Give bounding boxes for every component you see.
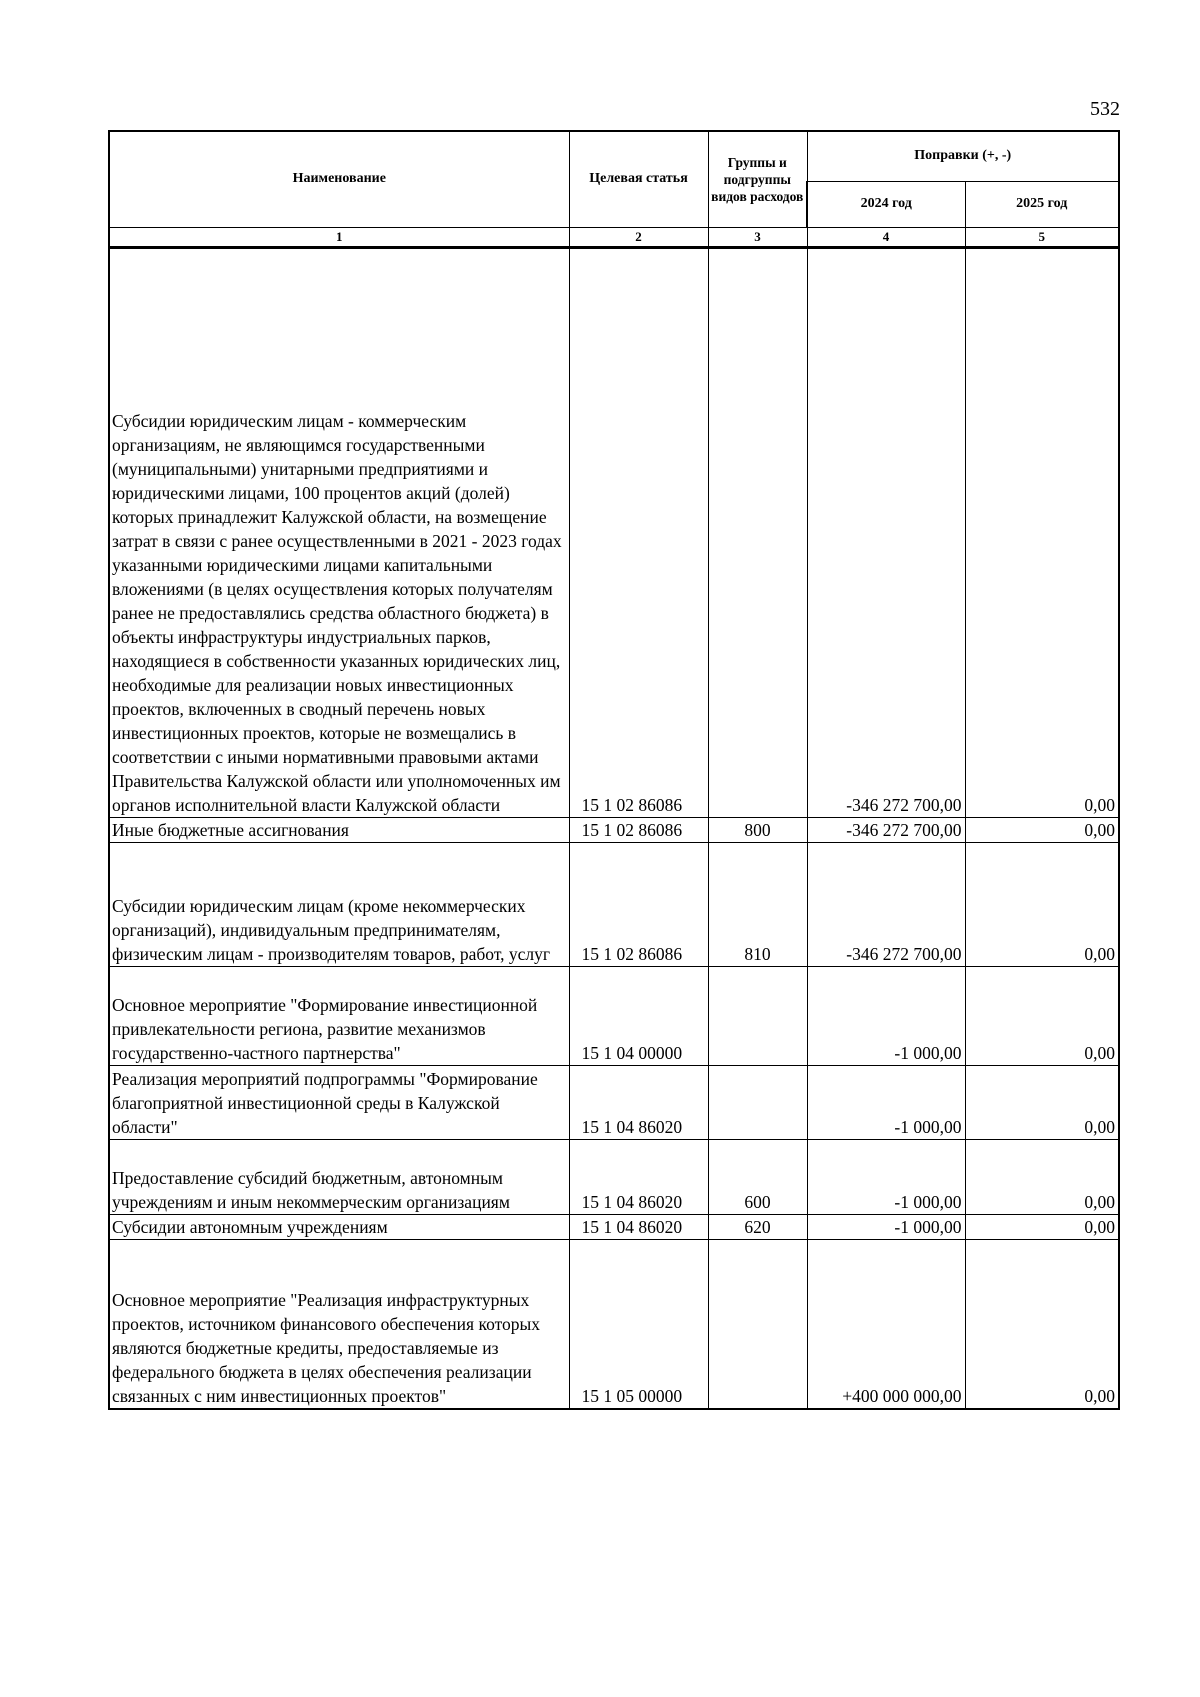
row-code: 15 1 04 86020 — [569, 1214, 708, 1239]
header-expense-groups: Группы и подгруппы видов расходов — [708, 131, 807, 227]
row-amount-2025: 0,00 — [965, 966, 1119, 1065]
budget-table — [108, 130, 1120, 1410]
row-amount-2025: 0,00 — [965, 842, 1119, 966]
row-amount-2024: -1 000,00 — [807, 1065, 965, 1139]
row-amount-2025: 0,00 — [965, 1214, 1119, 1239]
row-amount-2025: 0,00 — [965, 817, 1119, 842]
row-name: Иные бюджетные ассигнования — [109, 817, 569, 842]
header-target-article: Целевая статья — [569, 131, 708, 227]
col-number-2: 2 — [569, 227, 708, 247]
row-amount-2024: -346 272 700,00 — [807, 247, 965, 817]
row-name: Основное мероприятие "Формирование инвестиционной привлекательности региона, развитие механизмов государственно-частного партнерства" — [109, 966, 569, 1065]
row-name: Реализация мероприятий подпрограммы "Формирование благоприятной инвестиционной среды в Калужской области" — [109, 1065, 569, 1139]
row-name: Предоставление субсидий бюджетным, автономным учреждениям и иным некоммерческим организациям — [109, 1139, 569, 1214]
row-amount-2025: 0,00 — [965, 1239, 1119, 1409]
row-amount-2024: -346 272 700,00 — [807, 842, 965, 966]
row-amount-2025: 0,00 — [965, 1139, 1119, 1214]
table-row — [109, 1139, 1119, 1214]
row-group — [708, 247, 807, 817]
page-number: 532 — [1090, 98, 1120, 120]
row-amount-2024: -346 272 700,00 — [807, 817, 965, 842]
header-amendments: Поправки (+, -) — [807, 131, 1119, 181]
row-name: Основное мероприятие "Реализация инфраструктурных проектов, источником финансового обеспечения которых являются бюджетные кредиты, предоставляемые из федерального бюджета в целях обеспечения реализации связанных с ним инвестиционных проектов" — [109, 1239, 569, 1409]
table-row — [109, 842, 1119, 966]
row-amount-2025: 0,00 — [965, 247, 1119, 817]
row-name: Субсидии автономным учреждениям — [109, 1214, 569, 1239]
row-amount-2024: -1 000,00 — [807, 966, 965, 1065]
table-row — [109, 247, 1119, 817]
table-row — [109, 1065, 1119, 1139]
row-amount-2024: +400 000 000,00 — [807, 1239, 965, 1409]
row-code: 15 1 02 86086 — [569, 817, 708, 842]
row-code: 15 1 04 86020 — [569, 1065, 708, 1139]
row-name: Субсидии юридическим лицам - коммерческим организациям, не являющимся государственными (муниципальными) унитарными предприятиями и юридическими лицами, 100 процентов акций (долей) которых принадлежит Калужской области, на возмещение затрат в связи с ранее осуществленными в 2021 - 2023 годах указанными юридическими лицами капитальными вложениями (в целях осуществления которых получателям ранее не предоставлялись средства областного бюджета) в объекты инфраструктуры индустриальных парков, находящиеся в собственности указанных юридических лиц, необходимые для реализации новых инвестиционных проектов, включенных в сводный перечень новых инвестиционных проектов, которые не возмещались в соответствии с иными нормативными правовыми актами Правительства Калужской области или уполномоченных им органов исполнительной власти Калужской области — [109, 247, 569, 817]
row-name: Субсидии юридическим лицам (кроме некоммерческих организаций), индивидуальным предпринимателям, физическим лицам - производителям товаров, работ, услуг — [109, 842, 569, 966]
row-group: 800 — [708, 817, 807, 842]
row-amount-2025: 0,00 — [965, 1065, 1119, 1139]
col-number-5: 5 — [965, 227, 1119, 247]
table-row — [109, 1239, 1119, 1409]
table-row — [109, 966, 1119, 1065]
row-group — [708, 966, 807, 1065]
row-code: 15 1 04 00000 — [569, 966, 708, 1065]
header-year-2024: 2024 год — [807, 181, 965, 227]
row-code: 15 1 02 86086 — [569, 842, 708, 966]
header-name: Наименование — [109, 131, 569, 227]
row-code: 15 1 05 00000 — [569, 1239, 708, 1409]
row-amount-2024: -1 000,00 — [807, 1139, 965, 1214]
row-group: 600 — [708, 1139, 807, 1214]
column-number-row — [109, 227, 1119, 247]
row-group — [708, 1065, 807, 1139]
row-code: 15 1 02 86086 — [569, 247, 708, 817]
col-number-4: 4 — [807, 227, 965, 247]
table-row — [109, 1214, 1119, 1239]
row-amount-2024: -1 000,00 — [807, 1214, 965, 1239]
row-group — [708, 1239, 807, 1409]
header-row — [109, 131, 1119, 181]
col-number-3: 3 — [708, 227, 807, 247]
header-year-2025: 2025 год — [965, 181, 1119, 227]
row-code: 15 1 04 86020 — [569, 1139, 708, 1214]
row-group: 620 — [708, 1214, 807, 1239]
row-group: 810 — [708, 842, 807, 966]
table-row — [109, 817, 1119, 842]
col-number-1: 1 — [109, 227, 569, 247]
